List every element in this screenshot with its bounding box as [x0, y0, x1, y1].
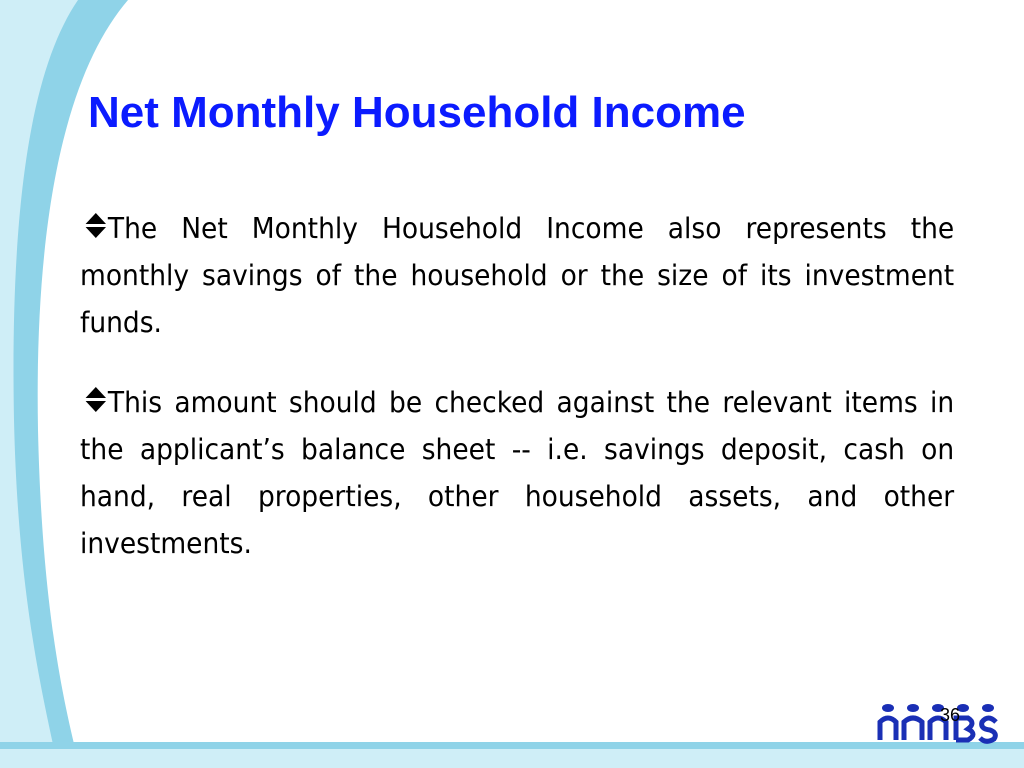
- mabs-logo-icon: [876, 698, 1000, 744]
- diamond-arrow-icon: [80, 379, 108, 426]
- slide-title: Net Monthly Household Income: [88, 88, 746, 137]
- bullet-list: [80, 205, 954, 600]
- page-number: 36: [940, 705, 961, 725]
- bullet-text: This amount should be checked against the relevant items in the applicant’s balance sheet -- i.e. savings deposit, cash on hand, real properties, other household assets, and other investments.: [80, 386, 955, 560]
- bullet-item: [80, 379, 954, 567]
- diamond-arrow-icon: [80, 205, 108, 252]
- bullet-item: [80, 205, 954, 346]
- bullet-text: The Net Monthly Household Income also represents the monthly savings of the household or the size of its investment funds.: [80, 212, 955, 339]
